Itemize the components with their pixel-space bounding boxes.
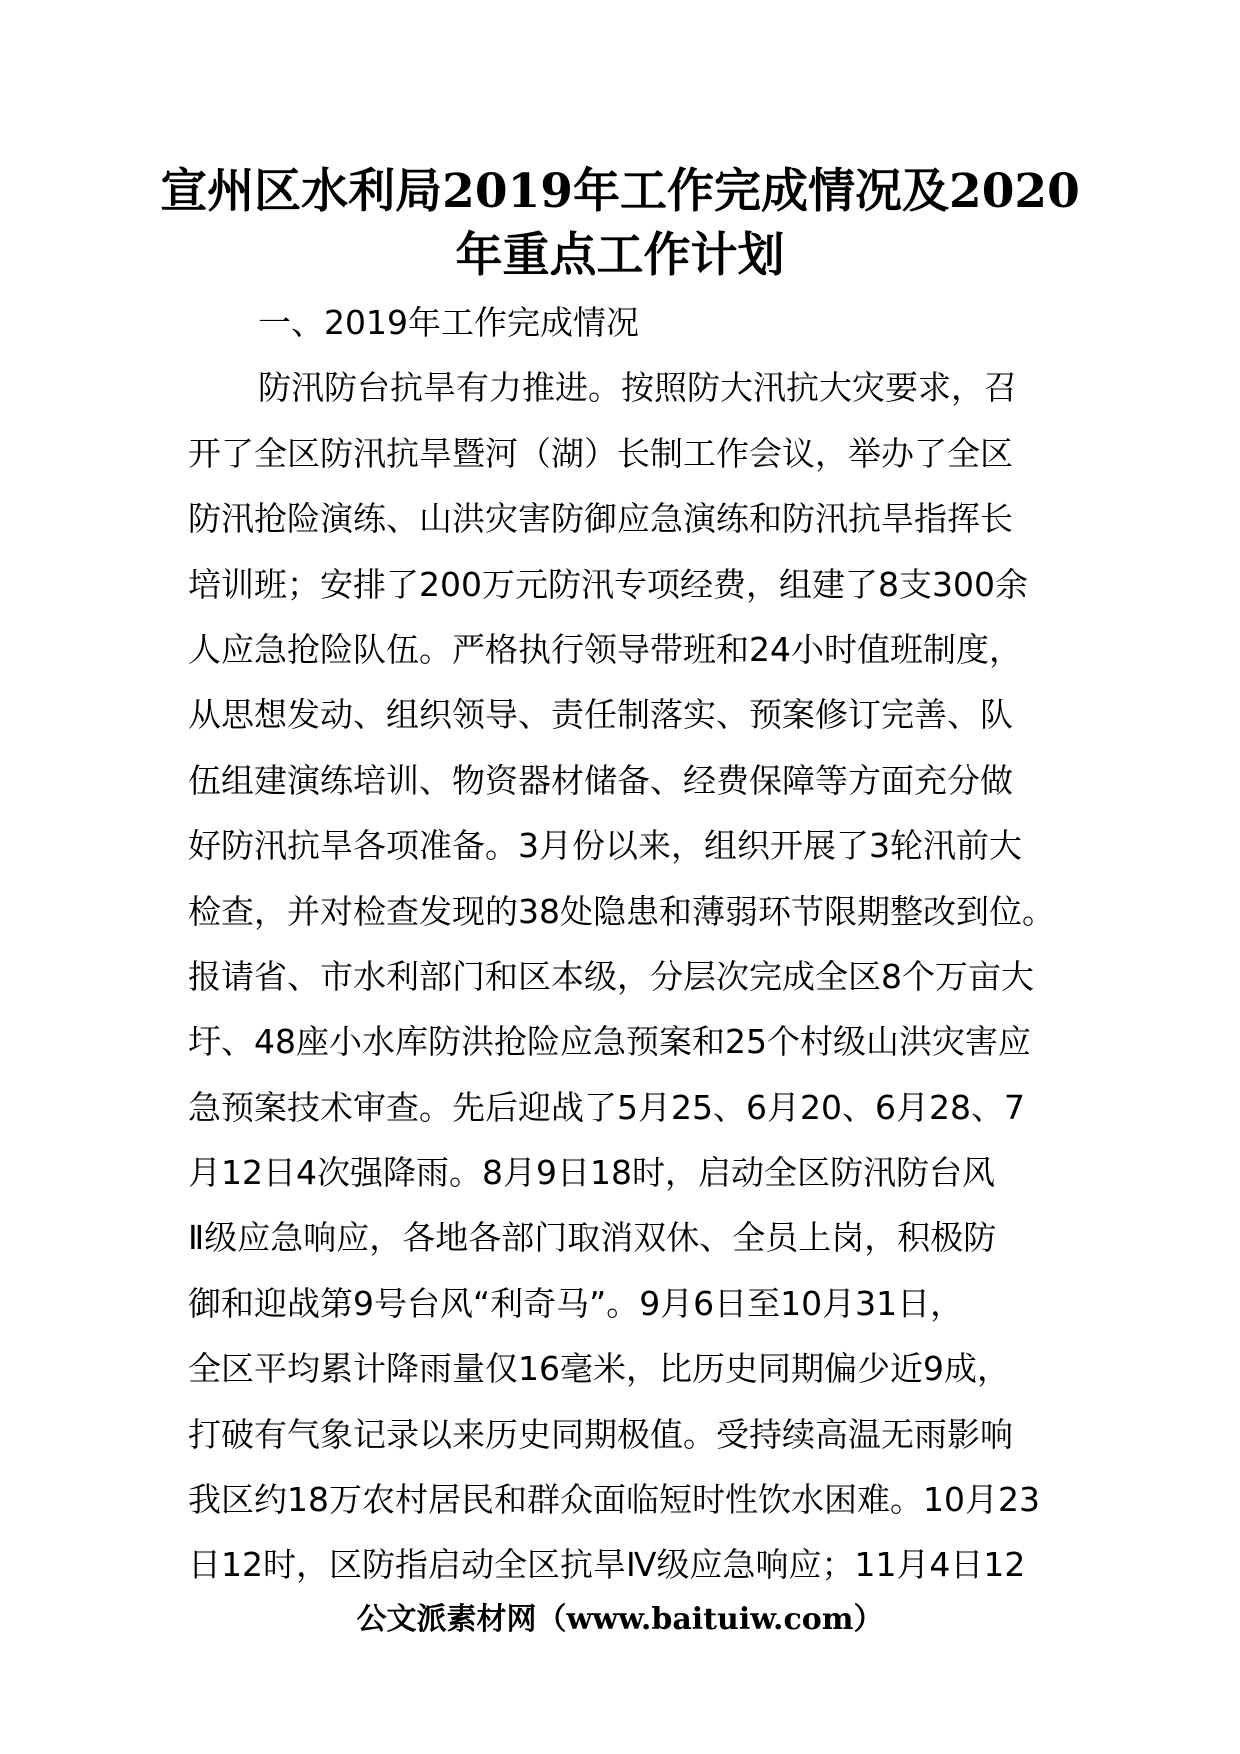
section-heading: 一、2019年工作完成情况 xyxy=(258,303,639,342)
paragraph-line: 日12时，区防指启动全区抗旱Ⅳ级应急响应；11月4日12 xyxy=(188,1545,1026,1585)
paragraph-line: 开了全区防汛抗旱暨河（湖）长制工作会议，举办了全区 xyxy=(188,433,1013,473)
paragraph-line: 报请省、市水利部门和区本级，分层次完成全区8个万亩大 xyxy=(188,956,1034,996)
paragraph-line: Ⅱ级应急响应，各地各部门取消双休、全员上岗，积极防 xyxy=(188,1218,997,1258)
paragraph-line: 人应急抢险队伍。严格执行领导带班和24小时值班制度， xyxy=(188,629,1022,669)
paragraph-line: 好防汛抗旱各项准备。3月份以来，组织开展了3轮汛前大 xyxy=(188,826,1022,866)
paragraph-line: 培训班；安排了200万元防汛专项经费，组建了8支300余 xyxy=(188,564,1028,604)
paragraph-line: 伍组建演练培训、物资器材储备、经费保障等方面充分做 xyxy=(188,760,1013,800)
paragraph-line: 防汛防台抗旱有力推进。按照防大汛抗大灾要求，召 xyxy=(258,368,1017,408)
paragraph-line: 打破有气象记录以来历史同期极值。受持续高温无雨影响 xyxy=(188,1414,1013,1454)
paragraph-line: 我区约18万农村居民和群众面临短时性饮水困难。10月23 xyxy=(188,1480,1040,1520)
paragraph-line: 圩、48座小水库防洪抢险应急预案和25个村级山洪灾害应 xyxy=(188,1022,1031,1062)
footer-watermark: 公文派素材网（www.baituiw.com） xyxy=(356,1602,884,1637)
document-body xyxy=(188,290,1068,1598)
title-line-2: 年重点工作计划 xyxy=(455,228,785,283)
paragraph-line: 从思想发动、组织领导、责任制落实、预案修订完善、队 xyxy=(188,695,1013,735)
paragraph-line: 急预案技术审查。先后迎战了5月25、6月20、6月28、7 xyxy=(188,1087,1025,1127)
document-title xyxy=(150,160,1090,288)
paragraph-line: 全区平均累计降雨量仅16毫米，比历史同期偏少近9成， xyxy=(188,1349,1010,1389)
paragraph-line: 月12日4次强降雨。8月9日18时，启动全区防汛防台风 xyxy=(188,1153,995,1193)
title-line-1: 宣州区水利局2019年工作完成情况及2020 xyxy=(160,164,1080,219)
paragraph-line: 御和迎战第9号台风“利奇马”。9月6日至10月31日， xyxy=(188,1283,964,1323)
paragraph-line: 检查，并对检查发现的38处隐患和薄弱环节限期整改到位。 xyxy=(188,891,1055,931)
paragraph-line: 防汛抢险演练、山洪灾害防御应急演练和防汛抗旱指挥长 xyxy=(188,499,1013,539)
